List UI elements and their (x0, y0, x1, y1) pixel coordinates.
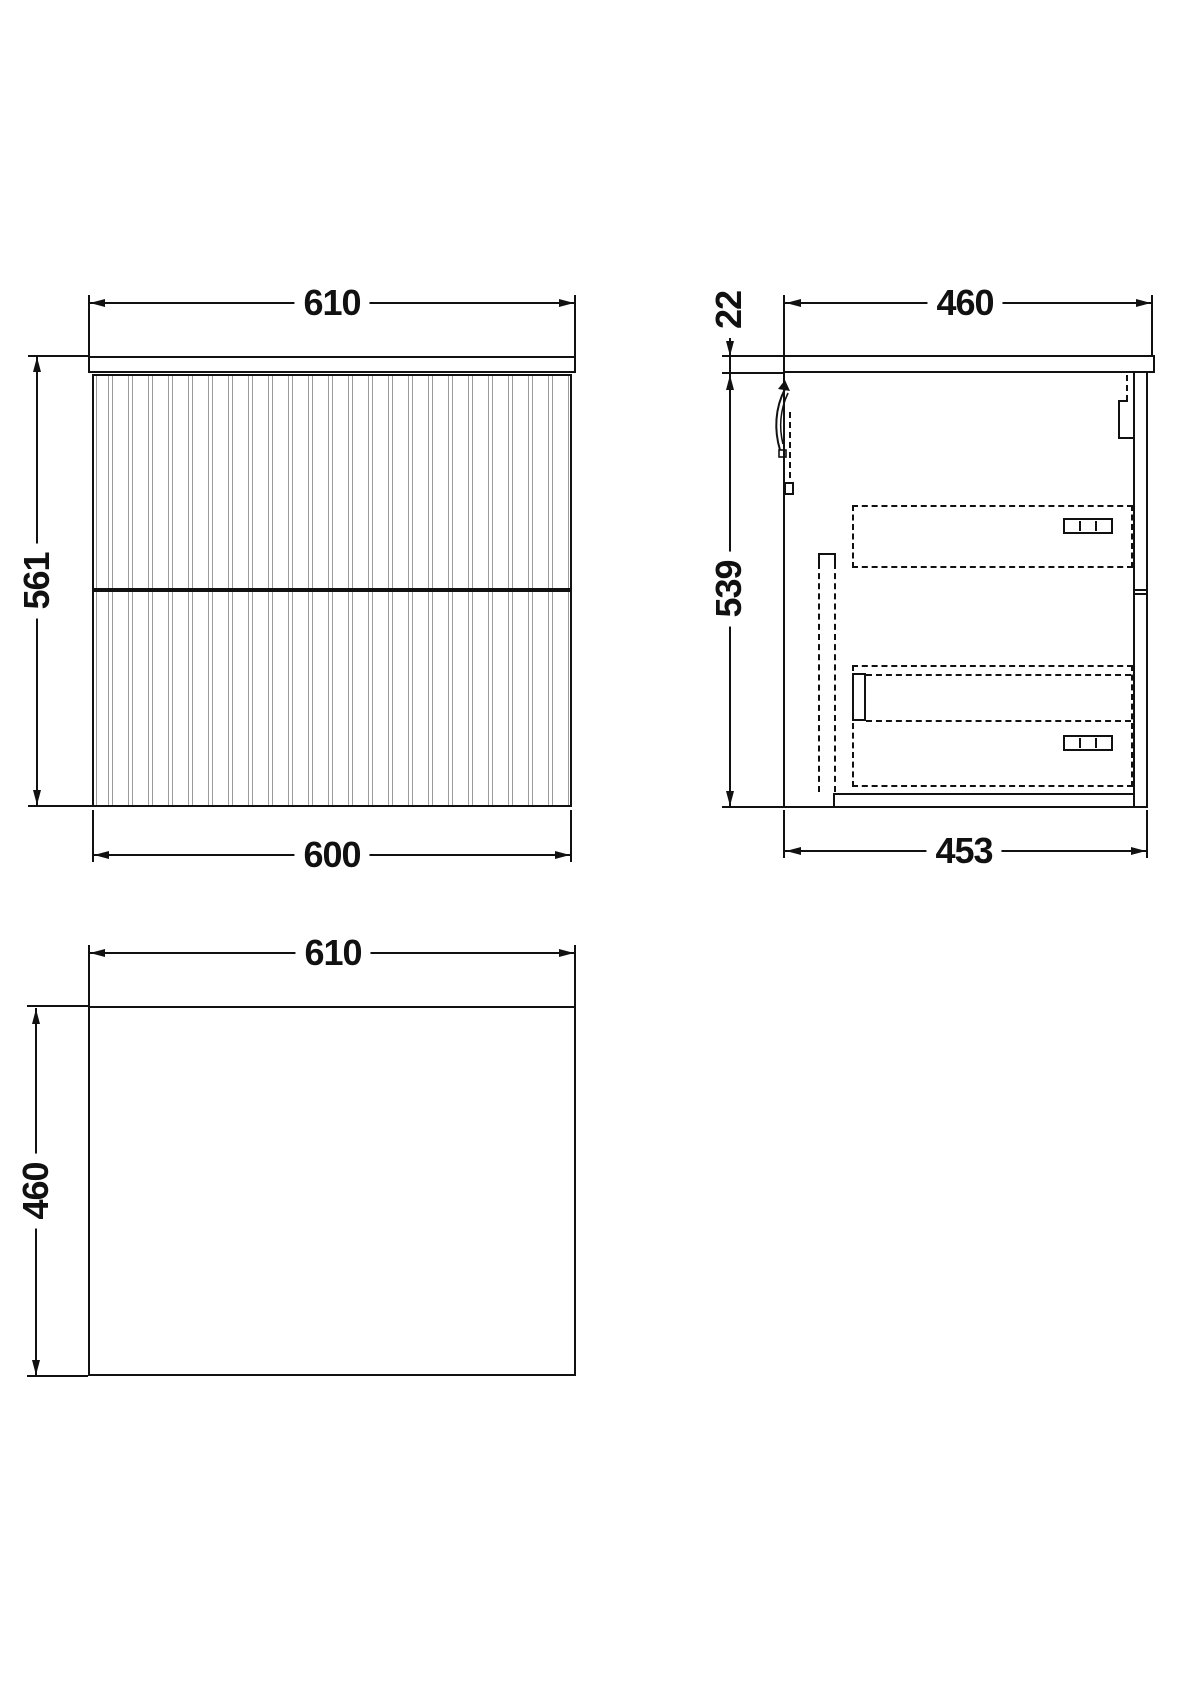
clip-divider (1079, 521, 1081, 531)
drawer-runner-clip (1063, 735, 1113, 751)
runner-rail-dashed (834, 563, 836, 792)
drawer-inner-line (866, 720, 1131, 722)
arrowhead-right (559, 299, 574, 307)
arrowhead-right (559, 949, 574, 957)
arrowhead-up (32, 1009, 40, 1024)
arrowhead-left (90, 299, 105, 307)
dim-label-countertop-thickness: 22 (711, 282, 747, 338)
extension-line (574, 295, 576, 356)
dim-label: 610 (294, 285, 369, 321)
extension-line (570, 810, 572, 862)
clip-divider (1095, 738, 1097, 748)
arrowhead-right (1131, 847, 1146, 855)
dim-label-cabinet-height: 539 (711, 551, 747, 626)
extension-line (28, 805, 92, 807)
hinge-arrow-icon (768, 378, 798, 470)
back-panel-joint (1133, 593, 1148, 595)
back-panel-joint (1133, 589, 1148, 591)
extension-line (783, 295, 785, 356)
clip-divider (1079, 738, 1081, 748)
runner-rail-dashed (818, 563, 820, 792)
countertop-side (783, 355, 1155, 373)
arrowhead-right (1136, 299, 1151, 307)
bottom-panel-front-edge (833, 793, 835, 807)
arrowhead-left (786, 299, 801, 307)
hinge-dashed-line (789, 412, 791, 478)
dim-label: 453 (926, 833, 1001, 869)
arrowhead-down (726, 341, 734, 356)
arrowhead-up (33, 357, 41, 372)
arrowhead-up (726, 375, 734, 390)
dim-label: 610 (295, 935, 370, 971)
arrowhead-down (726, 791, 734, 806)
extension-line (783, 810, 785, 858)
dim-label: 561 (19, 543, 55, 618)
hinge-bracket (784, 482, 794, 495)
countertop-plan-outline (88, 1006, 576, 1376)
wall-bracket-notch-dashed-edge (1126, 375, 1128, 401)
arrowhead-left (94, 851, 109, 859)
extension-line (1151, 295, 1153, 356)
arrowhead-left (786, 847, 801, 855)
bottom-edge (722, 806, 1148, 808)
runner-cap (818, 553, 836, 563)
dim-label: 600 (294, 837, 369, 873)
drawer-box-dashed (852, 505, 1133, 568)
extension-line (27, 1005, 88, 1007)
wall-bracket-notch-side (1118, 400, 1120, 439)
drawer-box-dashed (852, 665, 1133, 787)
bottom-panel-edge (833, 793, 1135, 795)
drawer-inner-line (866, 674, 1131, 676)
arrowhead-down (33, 790, 41, 805)
extension-line (27, 1375, 88, 1377)
arrowhead-down (32, 1360, 40, 1375)
extension-line (574, 945, 576, 1006)
drawer-front-bracket (852, 673, 866, 721)
countertop-front (88, 356, 576, 373)
clip-divider (1095, 521, 1097, 531)
dim-label: 460 (18, 1153, 54, 1228)
extension-line (722, 372, 783, 374)
arrowhead-right (555, 851, 570, 859)
extension-line (1146, 810, 1148, 858)
drawer-divider (94, 588, 570, 592)
dim-label: 460 (927, 285, 1002, 321)
drawer-runner-clip (1063, 518, 1113, 534)
wall-bracket-notch-bottom (1118, 437, 1135, 439)
arrowhead-left (90, 949, 105, 957)
